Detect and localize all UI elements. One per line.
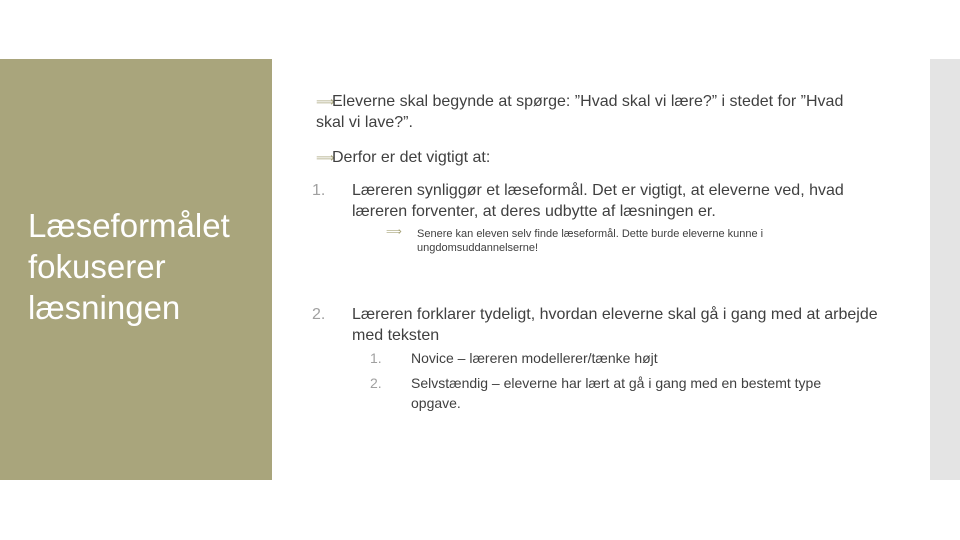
item-2-text: Læreren forklarer tydeligt, hvordan eleverne skal gå i gang med at arbejde med teksten (352, 306, 878, 344)
subitem-2-number: 2. (370, 375, 382, 391)
slide-title: Læseformålet fokuserer læsningen (28, 207, 230, 326)
arrow-bullet-icon: ⟹ (316, 94, 335, 109)
bullet-1 (316, 91, 876, 133)
arrow-bullet-icon: ⟹ (386, 226, 402, 238)
bullet-2 (316, 147, 876, 168)
arrow-bullet-icon: ⟹ (316, 150, 335, 165)
item-1-number: 1. (312, 182, 326, 199)
subitem-1-number: 1. (370, 350, 382, 366)
right-edge-strip (930, 59, 960, 480)
bullet-1-text: Eleverne skal begynde at spørge: ”Hvad skal vi lære?” i stedet for ”Hvad skal vi lave?”. (316, 93, 844, 131)
subitem-1-text: Novice – læreren modellerer/tænke højt (411, 350, 658, 366)
item-1-text: Læreren synliggør et læseformål. Det er vigtigt, at eleverne ved, hvad læreren forventer, at deres udbytte af læsningen er. (352, 182, 844, 220)
item-1-subbullet: Senere kan eleven selv finde læseformål. Dette burde eleverne kunne i ungdomsuddannelserne! (417, 228, 764, 254)
bullet-2-text: Derfor er det vigtigt at: (332, 149, 491, 166)
subitem-2-text: Selvstændig – eleverne har lært at gå i gang med en bestemt type opgave. (411, 375, 822, 411)
item-2-number: 2. (312, 306, 326, 323)
